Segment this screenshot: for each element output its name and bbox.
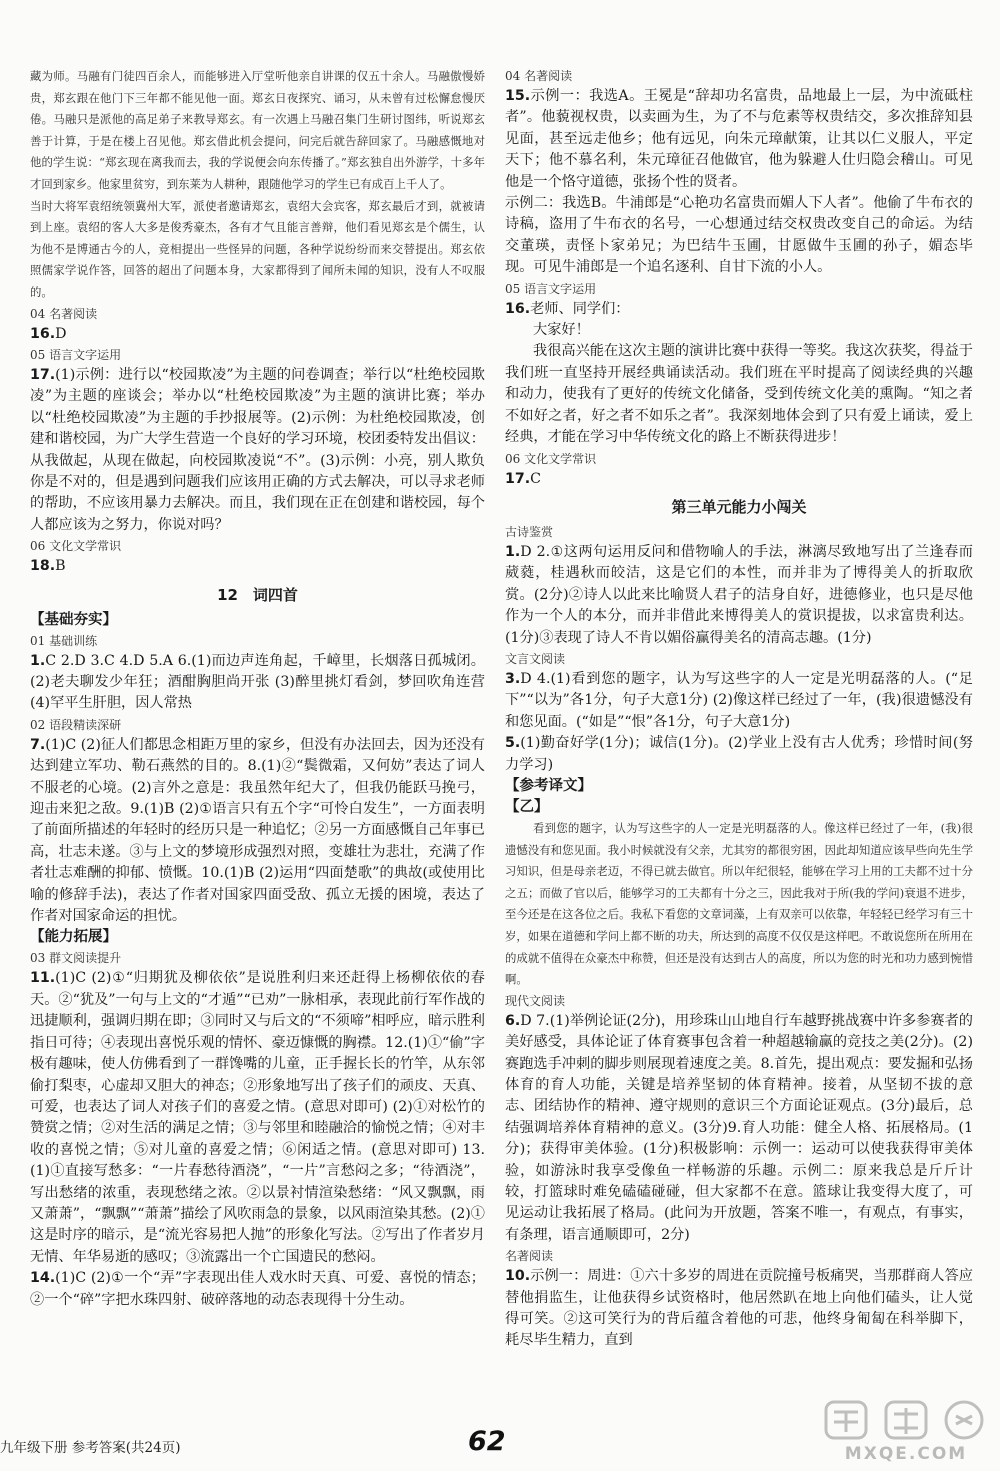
question-number: 15. bbox=[505, 88, 531, 104]
answer-text: (1)C (2)①“归期犹及柳依依”是说胜利归来还赶得上杨柳依依的春天。②“犹及”一句与上文的“才遁”“已劝”一脉相承，表现此前行军作战的迅捷顺利，强调归期在即；③同时又与后文的“不须啼”相呼应，暗示胜利指日可待；④表现出喜悦乐观的情怀、豪迈慷慨的胸襟。12.(1)①“偷”字极有趣味，使人仿佛看到了一群馋嘴的儿童，正手握长长的竹竿，从东邻偷打梨枣，心虚却又胆大的神态；②形象地写出了孩子们的顽皮、天真、可爱，也表达了词人对孩子们的喜爱之情。(意思对即可) (2)①对松竹的赞赏之情；②对生活的满足之情；③与邻里和睦融洽的愉悦之情；④对丰收的喜悦之情；⑤对儿童的喜爱之情；⑥闲适之情。(意思对即可) 13.(1)①直接写愁多：“一片春愁待酒浇”，“一片”言愁闷之多；“待酒浇”，写出愁绪的浓重，表现愁绪之浓。②以景衬情渲染愁绪：“风又飘飘，雨又萧萧”，“飘飘”“萧萧”描绘了风吹雨急的景象，以风雨渲染其愁。(2)①这是时序的暗示，是“流光容易把人抛”的形象化写法。②写出了作者岁月无情、年华易逝的感叹；③流露出一个亡国遗民的愁闷。 bbox=[30, 970, 485, 1265]
answer-text: 示例二：我选B。牛浦郎是“心艳功名富贵而媚人下人者”。他偷了牛布衣的诗稿，盗用了牛布衣的名号，一心想通过结交权贵改变自己的命运。为结交董瑛，责怪卜家弟兄；为巴结牛玉圃，甘愿做牛玉圃的孙子，媚态毕现。可见牛浦郎是一个追名逐利、自甘下流的小人。 bbox=[505, 195, 973, 276]
answer-paragraph bbox=[505, 341, 973, 448]
question-number: 5. bbox=[505, 735, 521, 752]
answer-text: 示例一：我选A。王冕是“辞却功名富贵，品地最上一层，为中流砥柱者”。他藐视权贵，以卖画为生，为了不与危素等权贵结交，多次推辞知县见面，甚至远走他乡；他有远见，向朱元璋献策，让其以仁义服人，平定天下；他不慕名利，朱元璋征召他做官，他为躲避人仕归隐会稽山。可见他是一个恪守道德，张扬个性的贤者。 bbox=[505, 88, 973, 190]
right-column bbox=[505, 66, 973, 1352]
answer-paragraph bbox=[30, 735, 485, 928]
footer-book-info: 九年级下册 参考答案(共24页) bbox=[0, 1440, 181, 1456]
answer-paragraph bbox=[505, 1266, 973, 1352]
answer-paragraph bbox=[30, 556, 485, 577]
answer-paragraph bbox=[505, 193, 973, 279]
answer-paragraph bbox=[505, 1011, 973, 1246]
section-tag: 03 群文阅读提升 bbox=[30, 951, 122, 966]
question-number: 1. bbox=[30, 652, 46, 669]
question-number: 16. bbox=[30, 325, 56, 342]
answer-paragraph bbox=[505, 669, 973, 733]
question-number: 14. bbox=[30, 1270, 56, 1287]
answer-text: C bbox=[530, 470, 541, 487]
bracket-heading: 【能力拓展】 bbox=[30, 929, 117, 946]
answer-paragraph bbox=[505, 542, 973, 649]
question-number: 10. bbox=[505, 1268, 531, 1285]
question-number: 17. bbox=[505, 470, 531, 487]
answer-text: 当时大将军袁绍统领冀州大军，派使者邀请郑玄，袁绍大会宾客，郑玄最后才到，就被请到上座。袁绍的客人大多是俊秀豪杰，各有才气且能言善辩，他们看见郑玄是个儒生，认为他不是博通古今的人，竞相提出一些怪异的问题，各种学说纷纷而来交替提出。郑玄依照儒家学说作答，回答的超出了问题本身，大家都得到了闻所未闻的知识，没有人不叹服的。 bbox=[30, 198, 485, 299]
answer-paragraph bbox=[30, 365, 485, 536]
page-number: 62 bbox=[468, 1426, 506, 1457]
question-number: 11. bbox=[30, 970, 56, 987]
answer-paragraph bbox=[30, 651, 485, 715]
answer-paragraph bbox=[505, 320, 973, 341]
answer-text: D bbox=[55, 325, 67, 342]
section-tag: 06 文化文学常识 bbox=[30, 539, 122, 554]
answer-text: (1)勤奋好学(1分)；诚信(1分)。(2)学业上没有古人优秀；珍惜时间(努力学习) bbox=[505, 735, 973, 773]
section-tag: 02 语段精读深研 bbox=[30, 717, 122, 732]
answer-text: B bbox=[55, 558, 66, 575]
section-heading: 12 词四首 bbox=[217, 585, 298, 604]
answer-text: D 7.(1)举例论证(2分)，用珍珠山山地自行车越野挑战赛中许多参赛者的美好感受，具体论证了体育赛事包含着一种超越输赢的竞技之美(2分)。(2)赛跑选手冲刺的脚步则展现着速度之美。8.首先，提出观点：要发掘和弘扬体育的育人功能，关键是培养坚韧的体育精神。接着，从坚韧不拔的意志、团结协作的精神、遵守规则的意识三个方面论证观点。(3分)最后，总结强调培养体育精神的意义。(3分)9.育人功能：健全人格、拓展格局。(1分)；获得审美体验。(1分)积极影响：示例一：运动可以使我获得审美体验，如游泳时我享受像鱼一样畅游的乐趣。示例二：原来我总是斤斤计较，打篮球时难免磕磕碰碰，但大家都不在意。篮球让我变得大度了，可见运动让我拓展了格局。(此问为开放题，答案不唯一，有观点，有事实，有条理，语言通顺即可，2分) bbox=[505, 1012, 973, 1243]
question-number: 3. bbox=[505, 670, 521, 687]
bracket-heading: 【基础夯实】 bbox=[30, 611, 117, 628]
bracket-heading: 【参考译文】 bbox=[505, 777, 592, 794]
answer-text: 老师、同学们： bbox=[530, 300, 630, 317]
section-tag: 古诗鉴赏 bbox=[505, 524, 554, 539]
section-tag: 06 文化文学常识 bbox=[505, 451, 597, 466]
question-number: 16. bbox=[505, 300, 531, 317]
question-number: 17. bbox=[30, 366, 56, 383]
watermark-logo bbox=[822, 1396, 990, 1466]
answer-text: 看到您的题字，认为写这些字的人一定是光明磊落的人。像这样已经过了一年，(我)很遗憾没有和您见面。我小时候就没有父亲，尤其穷的都很穷困，因此却知道应该早些向先生学习知识，但是母亲老迈，不得已就去做官。所以年纪很轻，能够在学习上用的工夫都不过十分之五；而做了官以后，能够学习的工夫都有十分之三，因此我对于所(我的学问)衰退不进步，至今还是在这各位之后。我私下看您的文章词藻，上有双亲可以依靠，年轻轻已经学习有三十岁，如果在道德和学问上都不断的功夫，所达到的高度不仅仅是这样吧。不敢说您所在所用在的成就不值得在众豪杰中称赞，但还是没有达到古人的高度，所以为您的时光和功力感到惋惜啊。 bbox=[505, 820, 973, 987]
watermark-circle-icon bbox=[822, 1396, 990, 1444]
answer-text: 藏为师。马融有门徒四百余人，而能够进入厅堂听他亲自讲课的仅五十余人。马融傲慢娇贵，郑玄跟在他门下三年都不能见他一面。郑玄日夜探究、诵习，从未曾有过松懈怠慢厌倦。马融只是派他的高足弟子来教导郑玄。有一次遇上马融召集门生研讨图纬，听说郑玄善于计算，于是在楼上召见他。郑玄借此机会提问，问完后就告辞回家了。马融感慨地对他的学生说：“郑玄现在离我而去，我的学说便会向东传播了。”郑玄独自出外游学，十多年才回到家乡。他家里贫穷，到东莱为人耕种，跟随他学习的学生已有成百上千人了。 bbox=[30, 69, 485, 191]
question-number: 7. bbox=[30, 736, 46, 753]
answer-text: 我很高兴能在这次主题的演讲比赛中获得一等奖。我这次获奖，得益于我们班一直坚持开展经典诵读活动。我们班在平时提高了阅读经典的兴趣和动力，使我有了更好的传统文化储备，受到传统文化美的熏陶。“知之者不如好之者，好之者不如乐之者”。我深刻地体会到了只有爱上诵读，爱上经典，才能在学习中华传统文化的路上不断获得进步！ bbox=[505, 343, 973, 446]
answer-text: D 2.①这两句运用反问和借物喻人的手法，淋漓尽致地写出了兰逢春而葳蕤，桂遇秋而皎洁，这是它们的本性，而并非为了博得美人的折取欣赏。(2分)②诗人以此来比喻贤人君子的洁身自好，进德修业，也只是尽他作为一个人的本分，而并非借此来博得美人的赏识提拔，以求富贵利达。(1分)③表现了诗人不肯以媚俗赢得美名的清高志趣。(1分) bbox=[505, 543, 973, 646]
section-tag: 名著阅读 bbox=[505, 1249, 554, 1264]
question-number: 18. bbox=[30, 558, 56, 575]
bracket-heading: 【乙】 bbox=[505, 798, 549, 815]
section-tag: 现代文阅读 bbox=[505, 993, 566, 1008]
answer-paragraph bbox=[505, 818, 973, 991]
section-tag: 04 名著阅读 bbox=[30, 306, 98, 321]
answer-text: D 4.(1)看到您的题字，认为写这些字的人一定是光明磊落的人。(“足下”“以为”各1分，句子大意1分) (2)像这样已经过了一年，(我)很遗憾没有和您见面。(“如是”“恨”各1分，句子大意1分) bbox=[505, 670, 973, 730]
answer-text: (1)示例：进行以“校园欺凌”为主题的问卷调查；举行以“杜绝校园欺凌”为主题的座谈会；举办以“杜绝校园欺凌”为主题的演讲比赛；举办以“杜绝校园欺凌”为主题的手抄报展等。(2)示例：为杜绝校园欺凌，创建和谐校园，为广大学生营造一个良好的学习环境，校团委特发出倡议：从我做起，从现在做起，向校园欺凌说“不”。(3)示例：小亮，别人欺负你是不对的，但是遇到问题我们应该用正确的方式去解决，可以寻求老师的帮助，不应该用暴力去解决。而且，我们现在正在创建和谐校园，每个人都应该为之努力，你说对吗？ bbox=[30, 366, 485, 533]
section-tag: 04 名著阅读 bbox=[505, 69, 573, 83]
answer-text: 大家好！ bbox=[533, 322, 590, 339]
watermark-url: MXQE.COM bbox=[844, 1444, 968, 1464]
section-tag: 05 语言文字运用 bbox=[30, 347, 122, 362]
left-column bbox=[30, 66, 485, 1311]
answer-paragraph bbox=[30, 968, 485, 1268]
answer-paragraph bbox=[30, 1268, 485, 1311]
answer-text: (1)C (2)征人们都思念相距万里的家乡，但没有办法回去，因为还没有达到建立军功、勒石燕然的目的。8.(1)②“鬓微霜，又何妨”表达了词人不服老的心境。(2)言外之意是：我虽然年纪大了，但我仍能跃马挽弓，迎击来犯之敌。9.(1)B (2)①语言只有五个字“可怜白发生”，一方面表明了前面所描述的年轻时的经历只是一种追忆；②另一方面感慨自己年事已高，壮志未遂。③与上文的梦境形成强烈对照，变雄壮为悲壮，充满了作者壮志难酬的抑郁、愤慨。10.(1)B (2)运用“四面楚歌”的典故(或使用比喻的修辞手法)，表达了作者对国家四面受敌、孤立无援的困境，表达了作者对国家命运的担忧。 bbox=[30, 736, 485, 925]
answer-text: (1)C (2)①一个“弄”字表现出佳人戏水时天真、可爱、喜悦的情态；②一个“碎”字把水珠四射、破碎落地的动态表现得十分生动。 bbox=[30, 1270, 485, 1308]
section-tag: 05 语言文字运用 bbox=[505, 281, 597, 296]
section-heading: 第三单元能力小闯关 bbox=[671, 497, 807, 516]
translation-paragraph bbox=[30, 66, 485, 196]
answer-paragraph bbox=[505, 733, 973, 776]
question-number: 6. bbox=[505, 1012, 521, 1029]
answer-paragraph bbox=[505, 299, 973, 320]
answer-paragraph bbox=[505, 469, 973, 490]
section-tag: 文言文阅读 bbox=[505, 651, 566, 666]
answer-text: 示例一：周进：①六十多岁的周进在贡院撞号板痛哭，当那群商人答应替他捐监生，让他获得乡试资格时，他居然趴在地上向他们磕头，让人觉得可笑。②这可笑行为的背后蕴含着他的可悲，他终身匍匐在科举脚下，耗尽毕生精力，直到 bbox=[505, 1268, 973, 1349]
translation-paragraph bbox=[30, 196, 485, 304]
answer-paragraph bbox=[30, 324, 485, 345]
section-tag: 01 基础训练 bbox=[30, 633, 98, 648]
answer-text: C 2.D 3.C 4.D 5.A 6.(1)而边声连角起，千嶂里，长烟落日孤城闭。(2)老夫聊发少年狂；酒酣胸胆尚开张 (3)醉里挑灯看剑，梦回吹角连营 (4)罕平生肝胆，因人常热 bbox=[30, 652, 485, 712]
answer-paragraph bbox=[505, 86, 973, 193]
question-number: 1. bbox=[505, 543, 521, 560]
